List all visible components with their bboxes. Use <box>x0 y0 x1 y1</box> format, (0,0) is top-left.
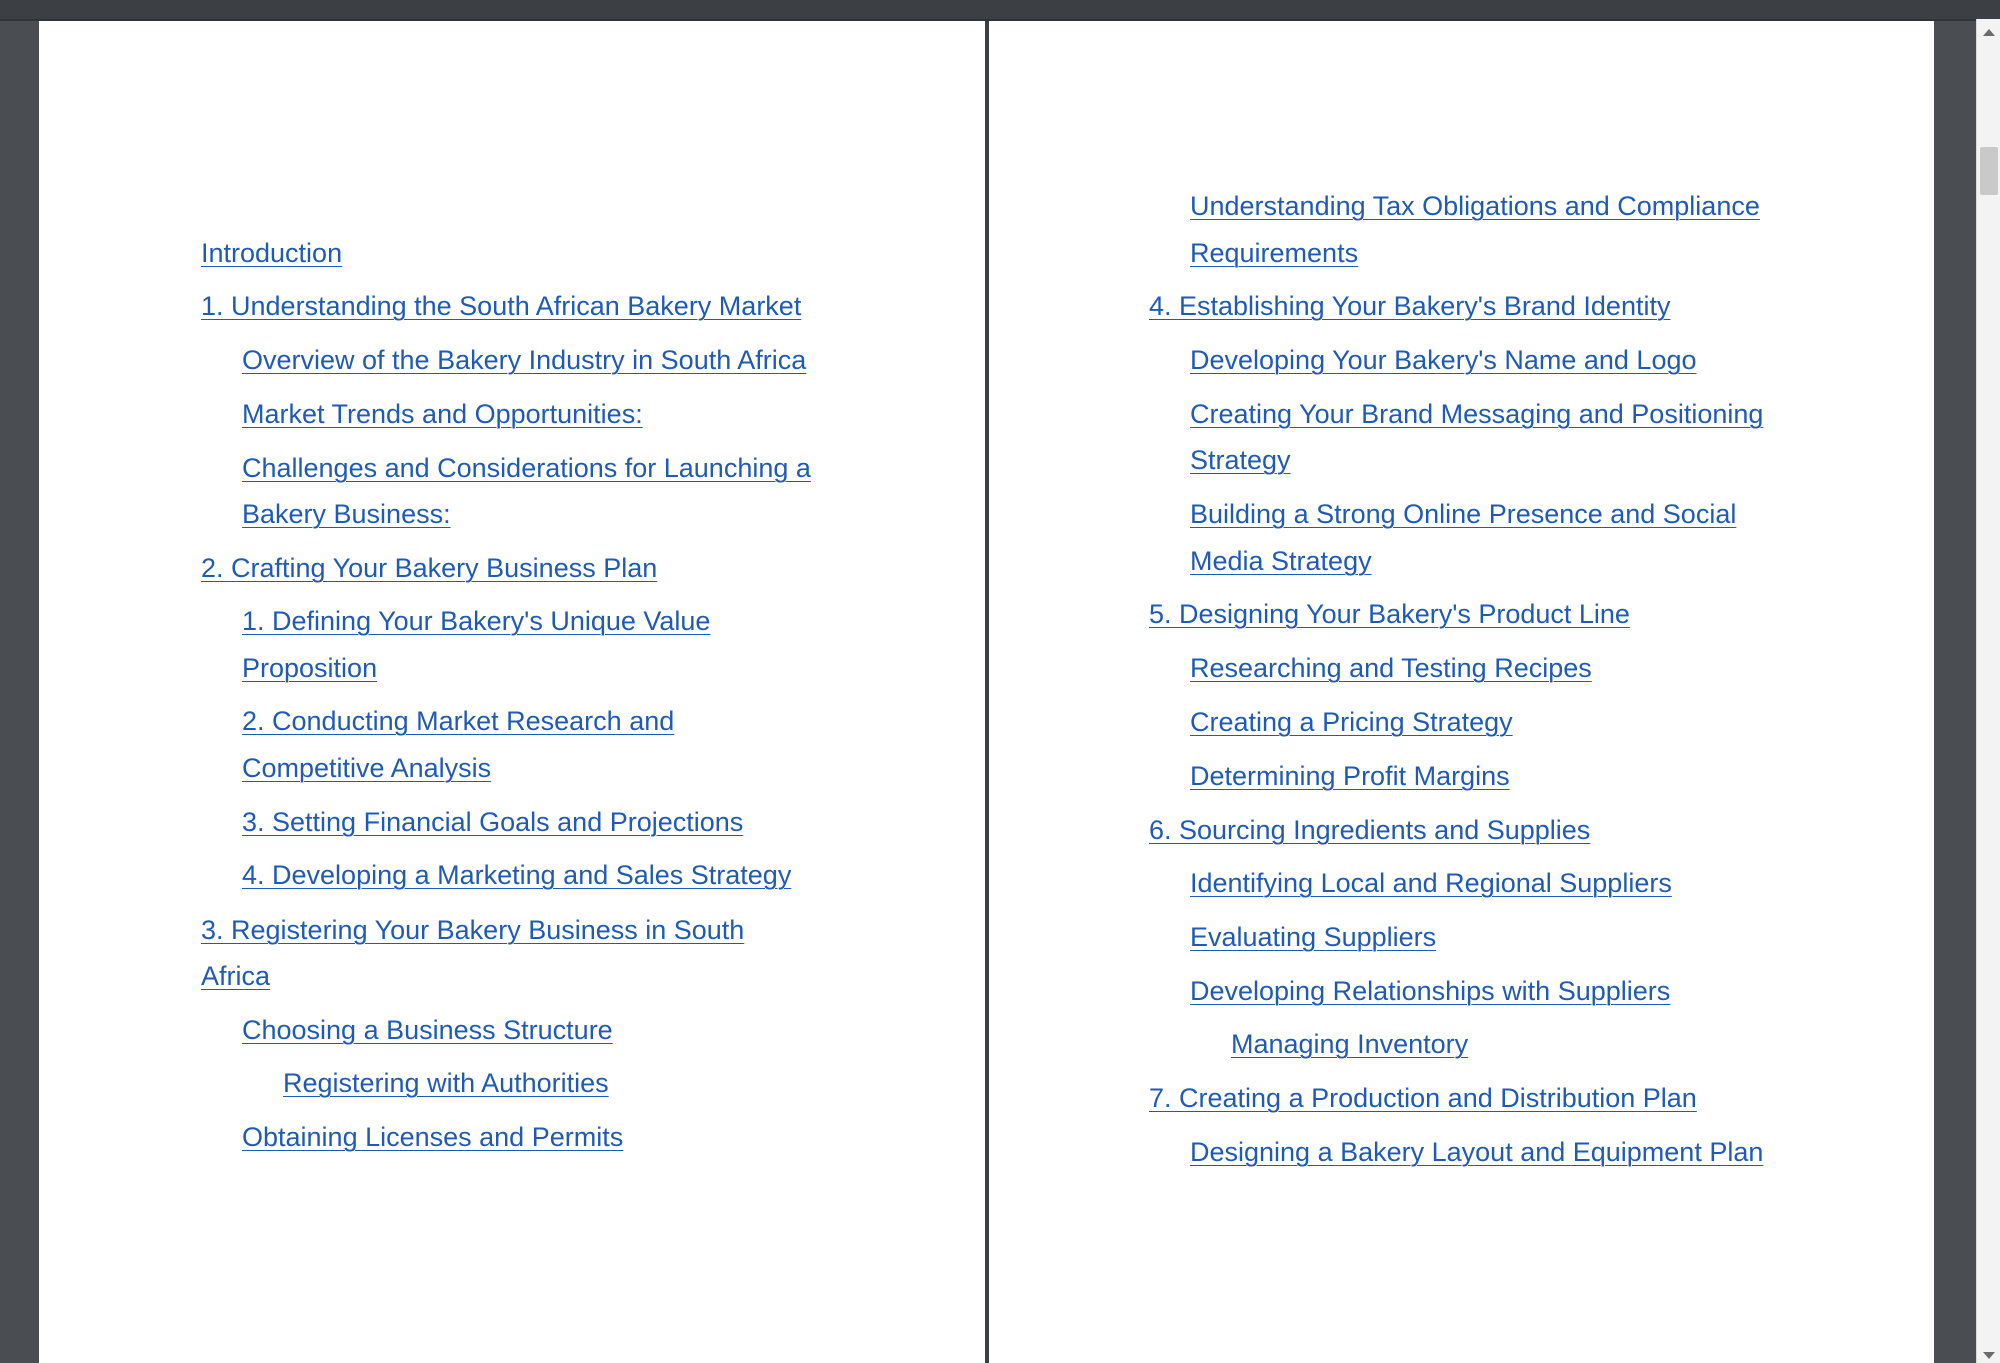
toc-link-introduction[interactable]: Introduction <box>201 238 343 268</box>
toc-link-marketing-strategy[interactable]: 4. Developing a Marketing and Sales Strategy <box>242 860 792 890</box>
toc-link-bakery-layout[interactable]: Designing a Bakery Layout and Equipment Plan <box>1190 1137 1764 1167</box>
scroll-up-icon[interactable] <box>1983 29 1995 36</box>
toc-link-supplier-relationships[interactable]: Developing Relationships with Suppliers <box>1190 976 1671 1006</box>
toc-link-market-research[interactable]: 2. Conducting Market Research and <box>242 706 675 736</box>
toc-link-business-structure[interactable]: Choosing a Business Structure <box>242 1015 613 1045</box>
toc-link-chapter-7[interactable]: 7. Creating a Production and Distribution Plan <box>1149 1083 1697 1113</box>
toc-link-value-proposition[interactable]: 1. Defining Your Bakery's Unique Value <box>242 606 711 636</box>
toc-link-chapter-1[interactable]: 1. Understanding the South African Bakery Market <box>201 291 802 321</box>
toc-link-local-suppliers[interactable]: Identifying Local and Regional Suppliers <box>1190 868 1672 898</box>
viewer-right-margin <box>1934 21 1976 1363</box>
toc-link-brand-messaging[interactable]: Creating Your Brand Messaging and Positioning <box>1190 399 1764 429</box>
toc-link-brand-messaging-cont[interactable]: Strategy <box>1190 445 1291 475</box>
viewer-top-bar <box>0 0 2000 21</box>
toc-link-chapter-3-cont[interactable]: Africa <box>201 961 271 991</box>
toc-link-online-presence-cont[interactable]: Media Strategy <box>1190 546 1372 576</box>
toc-link-chapter-4[interactable]: 4. Establishing Your Bakery's Brand Identity <box>1149 291 1671 321</box>
toc-link-evaluating-suppliers[interactable]: Evaluating Suppliers <box>1190 922 1437 952</box>
toc-link-market-trends[interactable]: Market Trends and Opportunities: <box>242 399 643 429</box>
toc-link-value-proposition-cont[interactable]: Proposition <box>242 653 378 683</box>
toc-link-chapter-2[interactable]: 2. Crafting Your Bakery Business Plan <box>201 553 658 583</box>
toc-link-chapter-5[interactable]: 5. Designing Your Bakery's Product Line <box>1149 599 1630 629</box>
toc-link-market-research-cont[interactable]: Competitive Analysis <box>242 753 492 783</box>
toc-link-online-presence[interactable]: Building a Strong Online Presence and Social <box>1190 499 1737 529</box>
toc-link-challenges-cont[interactable]: Bakery Business: <box>242 499 451 529</box>
toc-link-managing-inventory[interactable]: Managing Inventory <box>1231 1029 1469 1059</box>
toc-link-profit-margins[interactable]: Determining Profit Margins <box>1190 761 1510 791</box>
document-page-left <box>39 21 985 1363</box>
toc-link-chapter-6[interactable]: 6. Sourcing Ingredients and Supplies <box>1149 815 1591 845</box>
toc-link-pricing-strategy[interactable]: Creating a Pricing Strategy <box>1190 707 1513 737</box>
toc-link-tax-obligations-cont[interactable]: Requirements <box>1190 238 1359 268</box>
toc-link-financial-goals[interactable]: 3. Setting Financial Goals and Projections <box>242 807 744 837</box>
toc-link-registering-authorities[interactable]: Registering with Authorities <box>283 1068 609 1098</box>
scroll-thumb[interactable] <box>1980 147 1998 195</box>
toc-link-licenses-permits[interactable]: Obtaining Licenses and Permits <box>242 1122 624 1152</box>
vertical-scrollbar[interactable] <box>1976 19 2000 1363</box>
toc-link-challenges[interactable]: Challenges and Considerations for Launching a <box>242 453 811 483</box>
toc-link-name-logo[interactable]: Developing Your Bakery's Name and Logo <box>1190 345 1697 375</box>
toc-link-testing-recipes[interactable]: Researching and Testing Recipes <box>1190 653 1592 683</box>
scroll-down-icon[interactable] <box>1983 1352 1995 1359</box>
toc-link-bakery-industry-overview[interactable]: Overview of the Bakery Industry in South Africa <box>242 345 807 375</box>
toc-link-chapter-3[interactable]: 3. Registering Your Bakery Business in South <box>201 915 745 945</box>
toc-link-tax-obligations[interactable]: Understanding Tax Obligations and Compliance <box>1190 191 1760 221</box>
